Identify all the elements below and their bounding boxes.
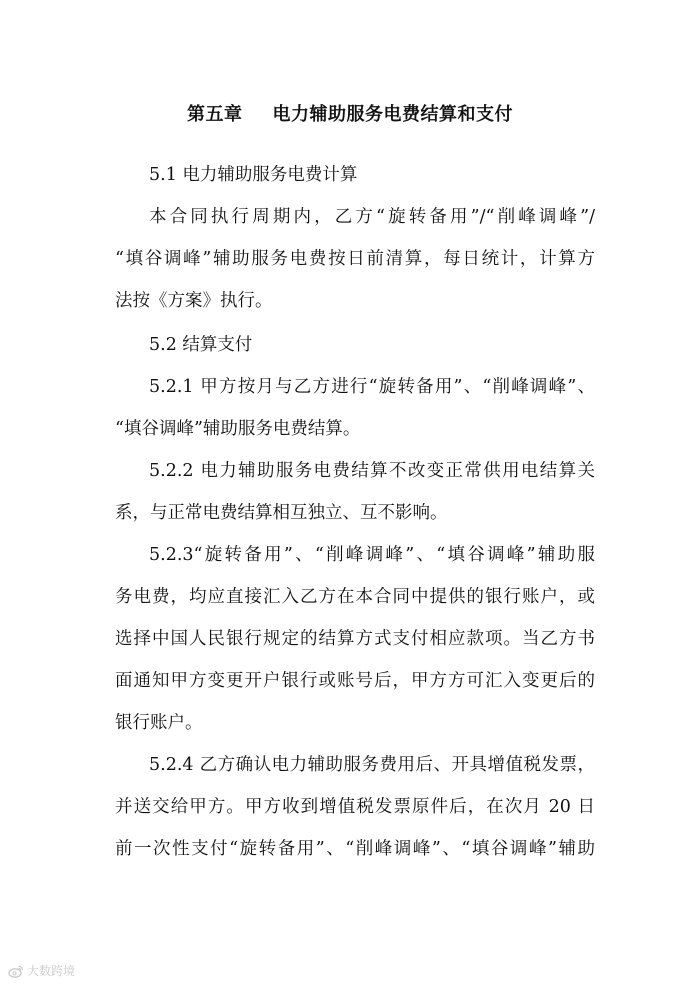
paragraph-line: 5.2.4 乙方确认电力辅助服务费用后、开具增值税发票，: [149, 755, 595, 775]
section-heading: 5.2 结算支付: [149, 335, 253, 355]
watermark-text: 大数跨境: [27, 964, 76, 978]
paragraph-line: 本合同执行周期内，乙方“旋转备用”/“削峰调峰”/: [149, 207, 595, 227]
weibo-logo-icon: [8, 963, 24, 979]
watermark: [8, 962, 75, 980]
paragraph-line: 5.2.2 电力辅助服务电费结算不改变正常供用电结算关: [149, 461, 595, 481]
paragraph-line: “填谷调峰”辅助服务电费结算。: [115, 419, 361, 439]
paragraph-line: 前一次性支付“旋转备用”、“削峰调峰”、“填谷调峰”辅助: [115, 839, 595, 859]
paragraph-line: 法按《方案》执行。: [115, 291, 273, 311]
paragraph-line: 5.2.3“旋转备用”、“削峰调峰”、“填谷调峰”辅助服: [149, 545, 595, 565]
paragraph-line: “填谷调峰”辅助服务电费按日前清算，每日统计，计算方: [115, 249, 595, 269]
section-heading: 5.1 电力辅助服务电费计算: [149, 165, 358, 185]
clause-5-2-4: [115, 744, 595, 870]
paragraph-line: 并送交给甲方。甲方收到增值税发票原件后，在次月 20 日: [115, 797, 595, 817]
chapter-number: 第五章: [187, 104, 243, 125]
paragraph-line: 系，与正常电费结算相互独立、互不影响。: [115, 503, 448, 523]
chapter-title: [0, 103, 700, 127]
section-5-2: [115, 324, 595, 870]
chapter-heading: 电力辅助服务电费结算和支付: [272, 104, 513, 125]
paragraph-line: 5.2.1 甲方按月与乙方进行“旋转备用”、“削峰调峰”、: [149, 377, 595, 397]
clause-5-2-3: [115, 534, 595, 744]
paragraph-line: 面通知甲方变更开户银行或账号后，甲方方可汇入变更后的: [115, 671, 595, 691]
clause-5-2-2: [115, 450, 595, 534]
clause-5-2-1: [115, 366, 595, 450]
paragraph-line: 务电费，均应直接汇入乙方在本合同中提供的银行账户，或: [115, 587, 595, 607]
paragraph-line: 选择中国人民银行规定的结算方式支付相应款项。当乙方书: [115, 629, 595, 649]
paragraph-line: 银行账户。: [115, 713, 203, 733]
section-5-1: [115, 154, 595, 322]
